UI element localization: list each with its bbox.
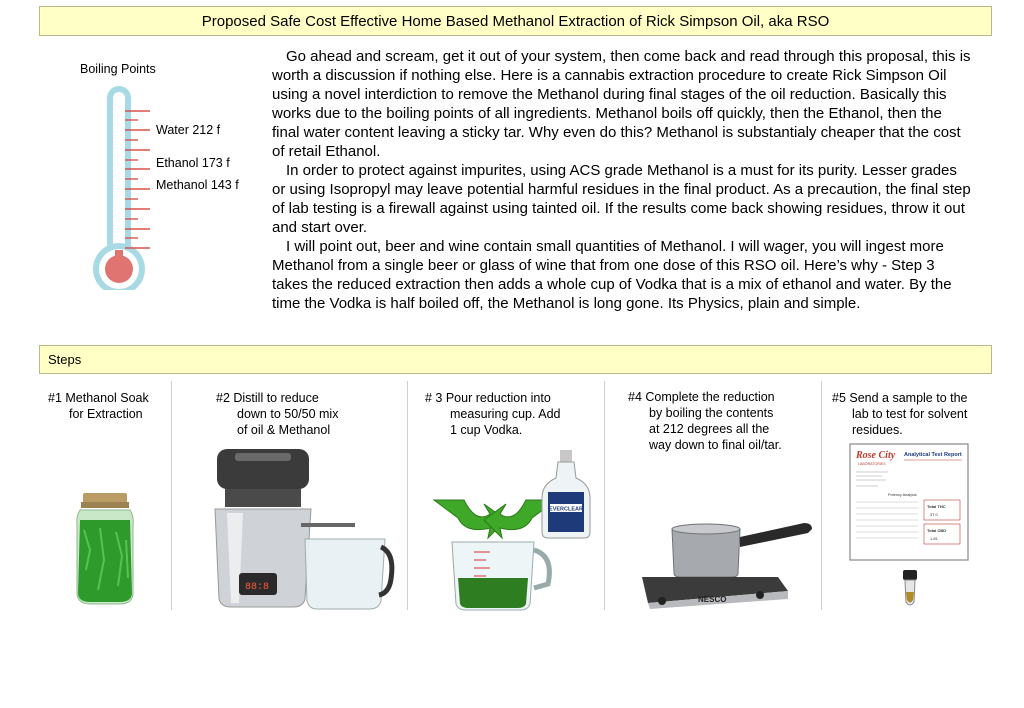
lab-logo: Rose City xyxy=(856,450,896,461)
cbd-label: Total CBD xyxy=(927,528,947,533)
lab-name: LABORATORIES xyxy=(858,462,886,466)
methanol-boiling-label: Methanol 143 f xyxy=(156,178,239,192)
pour-reduction-illustration xyxy=(430,448,605,613)
report-section: Potency Analysis xyxy=(888,493,917,497)
step-2-caption: #2 Distill to reduce down to 50/50 mix of oil & Methanol xyxy=(216,391,339,437)
sample-vial-icon xyxy=(903,570,917,605)
mason-jar-icon xyxy=(70,490,140,610)
title-banner xyxy=(39,6,992,36)
ethanol-boiling-label: Ethanol 173 f xyxy=(156,156,230,170)
hot-plate-with-pot-icon xyxy=(628,515,818,610)
column-divider xyxy=(171,381,172,610)
steps-banner xyxy=(39,345,992,374)
report-title: Analytical Test Report xyxy=(904,452,962,458)
paragraph: In order to protect against impurites, using ACS grade Methanol is a must for its purity. Lesser grades or using Isopropyl may leave potential harmful residues in the final product. As a precaution, the final step of lab testing is a firewall against using tainted oil. If the results come back showing residues, throw it out and start over. xyxy=(272,162,971,236)
column-divider xyxy=(407,381,408,610)
thc-value: 37.0 xyxy=(930,512,938,517)
step-3-caption: # 3 Pour reduction into measuring cup. Add 1 cup Vodka. xyxy=(425,391,561,437)
measuring-cup-icon xyxy=(452,542,549,610)
column-divider xyxy=(821,381,822,610)
page-title: Proposed Safe Cost Effective Home Based Methanol Extraction of Rick Simpson Oil, aka RSO xyxy=(201,13,830,30)
step-4-caption: #4 Complete the reduction by boiling the contents at 212 degrees all the way down to final oil/tar. xyxy=(628,390,782,452)
svg-text:88:8: 88:8 xyxy=(245,582,270,593)
bottle-label: EVERCLEAR xyxy=(549,506,583,513)
water-boiling-label: Water 212 f xyxy=(156,123,221,137)
thc-label: Total THC xyxy=(927,504,946,509)
steps-heading: Steps xyxy=(48,352,82,367)
paragraph: Go ahead and scream, get it out of your system, then come back and read through this proposal, this is worth a discussion if nothing else. Here is a cannabis extraction procedure to create Rick Simpson Oil using a novel interdiction to remove the Methanol during final stages of the oil reduction. Basically this works due to the boiling points of all ingredients. Methanol boils off quickly, then the Ethanol, then the final water content leaving a sticky tar. Why even do this? Methanol is substantialy cheaper that the cost of retail Ethanol. xyxy=(272,48,971,160)
cbd-value: 1.81 xyxy=(930,536,938,541)
body-text xyxy=(272,47,972,313)
distiller-icon xyxy=(205,443,395,613)
boiling-points-heading: Boiling Points xyxy=(80,62,156,76)
step-5-caption: #5 Send a sample to the lab to test for solvent residues. xyxy=(832,391,968,437)
paragraph: I will point out, beer and wine contain small quantities of Methanol. I will wager, you will ingest more Methanol from a single beer or glass of wine that from one dose of this RSO oil. Here’s why - Step 3 takes the reduced extraction then adds a whole cup of Vodka that is a mix of ethanol and water. By the time the Vodka is half boiled off, the Methanol is long gone. Its Physics, plain and simple. xyxy=(272,238,952,312)
step-1-caption: #1 Methanol Soak for Extraction xyxy=(48,391,149,421)
lab-report-illustration xyxy=(848,442,972,617)
stove-brand: NESCO xyxy=(698,595,727,604)
vodka-bottle-icon xyxy=(542,450,590,538)
